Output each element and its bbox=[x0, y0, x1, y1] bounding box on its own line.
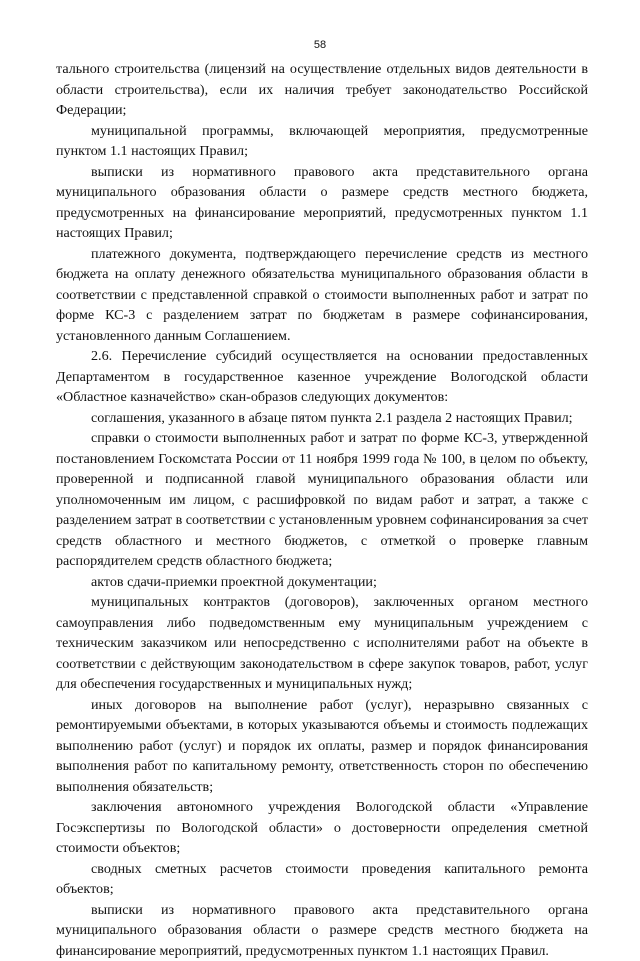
paragraph: муниципальной программы, включающей мероприятия, предусмотренные пунктом 1.1 настоящих Правил; bbox=[56, 121, 588, 162]
paragraph: платежного документа, подтверждающего перечисление средств из местного бюджета на оплату денежного обязательства муниципального образования области в соответствии с представленной справкой о стоимости выполненных работ и затрат по форме КС-3 с разделением затрат по бюджетам в размере софинансирования, установленного данным Соглашением. bbox=[56, 244, 588, 347]
document-body bbox=[56, 59, 588, 961]
paragraph: иных договоров на выполнение работ (услуг), неразрывно связанных с ремонтируемыми объектами, в которых указываются объемы и стоимость подлежащих выполнению работ (услуг) и порядок их оплаты, размер и порядок финансирования выполнения работ по капитальному ремонту, ответственность сторон по обеспечению выполнения обязательств; bbox=[56, 695, 588, 798]
paragraph: соглашения, указанного в абзаце пятом пункта 2.1 раздела 2 настоящих Правил; bbox=[56, 408, 588, 429]
paragraph: сводных сметных расчетов стоимости проведения капитального ремонта объектов; bbox=[56, 859, 588, 900]
paragraph: 2.6. Перечисление субсидий осуществляется на основании предоставленных Департаментом в государственное казенное учреждение Вологодской области «Областное казначейство» скан-образов следующих документов: bbox=[56, 346, 588, 408]
paragraph: актов сдачи-приемки проектной документации; bbox=[56, 572, 588, 593]
paragraph: справки о стоимости выполненных работ и затрат по форме КС-3, утвержденной постановлением Госкомстата России от 11 ноября 1999 года № 100, в целом по объекту, проверенной и подписанной главой муниципального образования области или уполномоченным им лицом, с расшифровкой по видам работ и затрат, а также с разделением затрат в соответствии с установленным уровнем софинансирования за счет средств областного и местного бюджетов, с отметкой о проверке главным распорядителем средств областного бюджета; bbox=[56, 428, 588, 572]
paragraph: муниципальных контрактов (договоров), заключенных органом местного самоуправления либо подведомственным ему муниципальным учреждением с техническим заказчиком или непосредственно с исполнителями работ на объекте в соответствии с действующим законодательством в сфере закупок товаров, работ, услуг для обеспечения государственных и муниципальных нужд; bbox=[56, 592, 588, 695]
paragraph: выписки из нормативного правового акта представительного органа муниципального образования области о размере средств местного бюджета на финансирование мероприятий, предусмотренных пунктом 1.1 настоящих Правил. bbox=[56, 900, 588, 961]
paragraph: выписки из нормативного правового акта представительного органа муниципального образования области о размере средств местного бюджета, предусмотренных на финансирование мероприятий, предусмотренных пунктом 1.1 настоящих Правил; bbox=[56, 162, 588, 244]
paragraph: тального строительства (лицензий на осуществление отдельных видов деятельности в области строительства), если их наличия требует законодательство Российской Федерации; bbox=[56, 59, 588, 121]
paragraph: заключения автономного учреждения Вологодской области «Управление Госэкспертизы по Вологодской области» о достоверности определения сметной стоимости объектов; bbox=[56, 797, 588, 859]
page-number: 58 bbox=[0, 39, 640, 51]
